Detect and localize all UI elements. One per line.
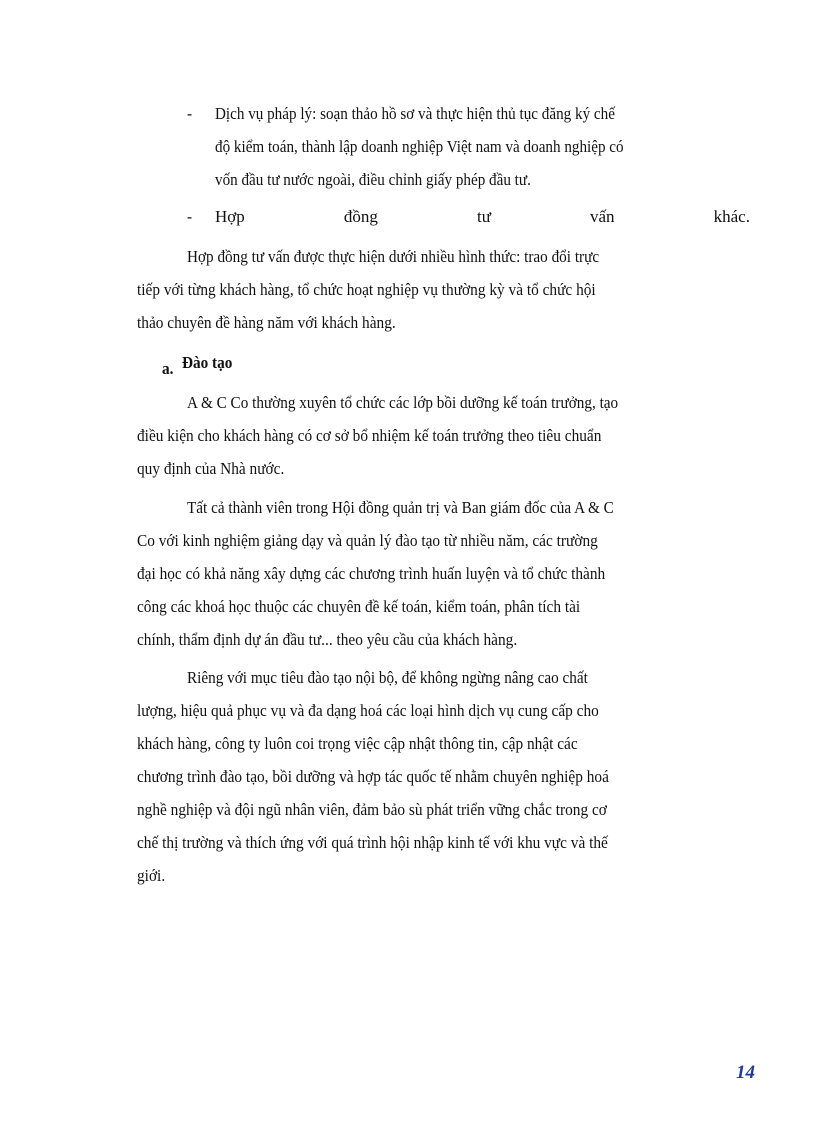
bullet-marker: - — [187, 207, 193, 226]
text-line: A & C Co thường xuyên tổ chức các lớp bồi dưỡng kế toán trưởng, tạo — [187, 393, 619, 412]
text-line: tiếp với từng khách hàng, tổ chức hoạt nghiệp vụ thường kỳ và tổ chức hội — [137, 280, 596, 299]
text-line: chính, thẩm định dự án đầu tư... theo yêu cầu của khách hàng. — [137, 630, 518, 649]
text-line: chế thị trường và thích ứng với quá trình hội nhập kinh tế với khu vực và thế — [137, 833, 608, 852]
word: vấn — [590, 207, 615, 226]
text-line: độ kiểm toán, thành lập doanh nghiệp Việt nam và doanh nghiệp có — [215, 137, 624, 156]
text-line: thảo chuyên đề hàng năm với khách hàng. — [137, 313, 396, 332]
text-line: đại học có khả năng xây dựng các chương trình huấn luyện và tổ chức thành — [137, 564, 606, 583]
text-line: Tất cả thành viên trong Hội đồng quản trị và Ban giám đốc của A & C — [187, 498, 614, 517]
word: khác. — [713, 207, 750, 226]
text-line: Riêng với mục tiêu đào tạo nội bộ, để không ngừng nâng cao chất — [187, 668, 588, 687]
text-line: giới. — [137, 866, 166, 885]
text-line: Co với kinh nghiệm giảng dạy và quản lý đào tạo từ nhiều năm, các trường — [137, 531, 598, 550]
text-line: vốn đầu tư nước ngoài, điều chỉnh giấy phép đầu tư. — [215, 170, 531, 189]
text-line: khách hàng, công ty luôn coi trọng việc cập nhật thông tin, cập nhật các — [137, 734, 578, 753]
text-line: công các khoá học thuộc các chuyên đề kế toán, kiểm toán, phân tích tài — [137, 597, 581, 616]
text-line: Hợp đồng tư vấn được thực hiện dưới nhiều hình thức: trao đổi trực — [187, 247, 600, 266]
text-line: quy định của Nhà nước. — [137, 459, 285, 478]
text-line: nghề nghiệp và đội ngũ nhân viên, đảm bảo sù phát triển vững chắc trong cơ — [137, 800, 607, 819]
page-number: 14 — [736, 1062, 755, 1083]
bullet-marker: - — [187, 104, 193, 123]
section-title: Đào tạo — [182, 353, 233, 372]
text-line: lượng, hiệu quả phục vụ và đa dạng hoá các loại hình dịch vụ cung cấp cho — [137, 701, 599, 720]
text-line: chương trình đào tạo, bồi dưỡng và hợp tác quốc tế nhằm chuyên nghiệp hoá — [137, 767, 609, 786]
text-line — [215, 207, 750, 227]
word: đồng — [343, 207, 378, 226]
word: Hợp — [215, 207, 245, 226]
word: tư — [476, 207, 491, 226]
section-marker: a. — [162, 359, 174, 378]
text-line: điều kiện cho khách hàng có cơ sở bổ nhiệm kế toán trưởng theo tiêu chuẩn — [137, 426, 602, 445]
text-line: Dịch vụ pháp lý: soạn thảo hồ sơ và thực hiện thủ tục đăng ký chế — [215, 104, 615, 123]
